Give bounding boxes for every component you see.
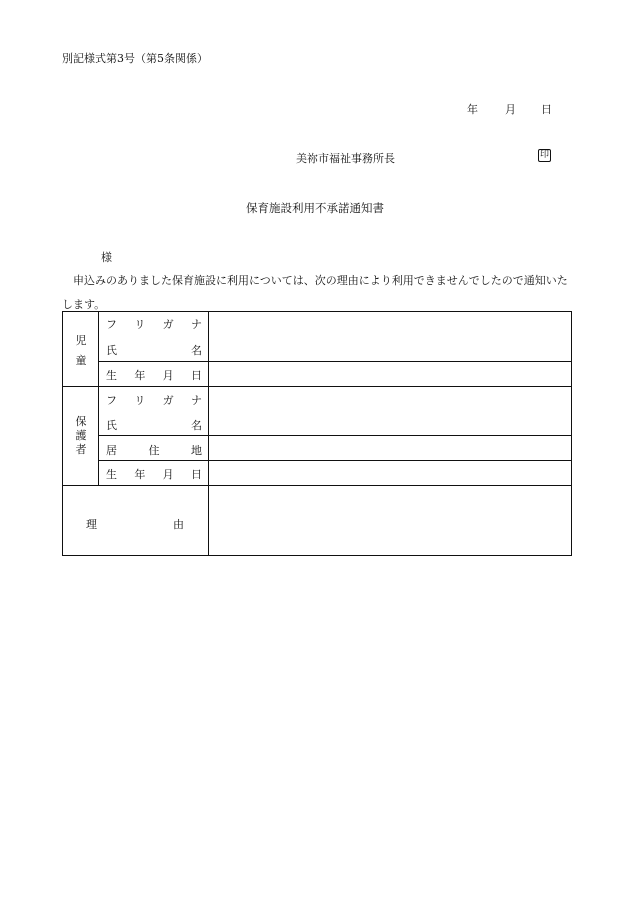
guardian-birthdate-label: 生 年 月 日 <box>106 468 202 481</box>
child-furigana-name-field[interactable] <box>209 312 571 361</box>
table-border-bottom <box>62 555 572 556</box>
child-group-label: 児童 <box>75 334 87 367</box>
date-line <box>465 101 555 115</box>
date-month-label: 月 <box>505 103 516 116</box>
date-year-label: 年 <box>467 103 478 116</box>
form-number-label: 別記様式第3号（第5条関係） <box>62 52 208 65</box>
guardian-group-label: 保護者 <box>75 415 87 456</box>
reason-label: 理 由 <box>86 518 184 531</box>
body-paragraph: 申込みのありました保育施設に利用については、次の理由により利用できませんでしたので通知いたします。 <box>62 274 568 311</box>
child-furigana-label: フ リ ガ ナ <box>106 318 202 331</box>
seal-mark: 印 <box>539 150 549 160</box>
guardian-furigana-label: フ リ ガ ナ <box>106 394 202 407</box>
child-name-label: 氏 名 <box>106 344 202 357</box>
addressee-suffix: 様 <box>101 251 112 264</box>
date-day-label: 日 <box>541 103 552 116</box>
guardian-furigana-name-field[interactable] <box>209 387 571 435</box>
table-border-left <box>62 311 63 556</box>
guardian-name-label: 氏 名 <box>106 419 202 432</box>
table-border-right <box>571 311 572 556</box>
issuer-name: 美祢市福祉事務所長 <box>296 152 395 165</box>
guardian-address-field[interactable] <box>209 436 571 460</box>
document-title: 保育施設利用不承諾通知書 <box>246 201 384 215</box>
info-table <box>62 311 572 556</box>
guardian-birthdate-field[interactable] <box>209 461 571 485</box>
group-divider <box>98 311 99 485</box>
child-birthdate-field[interactable] <box>209 362 571 386</box>
child-birthdate-label: 生 年 月 日 <box>106 369 202 382</box>
guardian-address-label: 居 住 地 <box>106 444 202 457</box>
reason-field[interactable] <box>209 486 571 555</box>
